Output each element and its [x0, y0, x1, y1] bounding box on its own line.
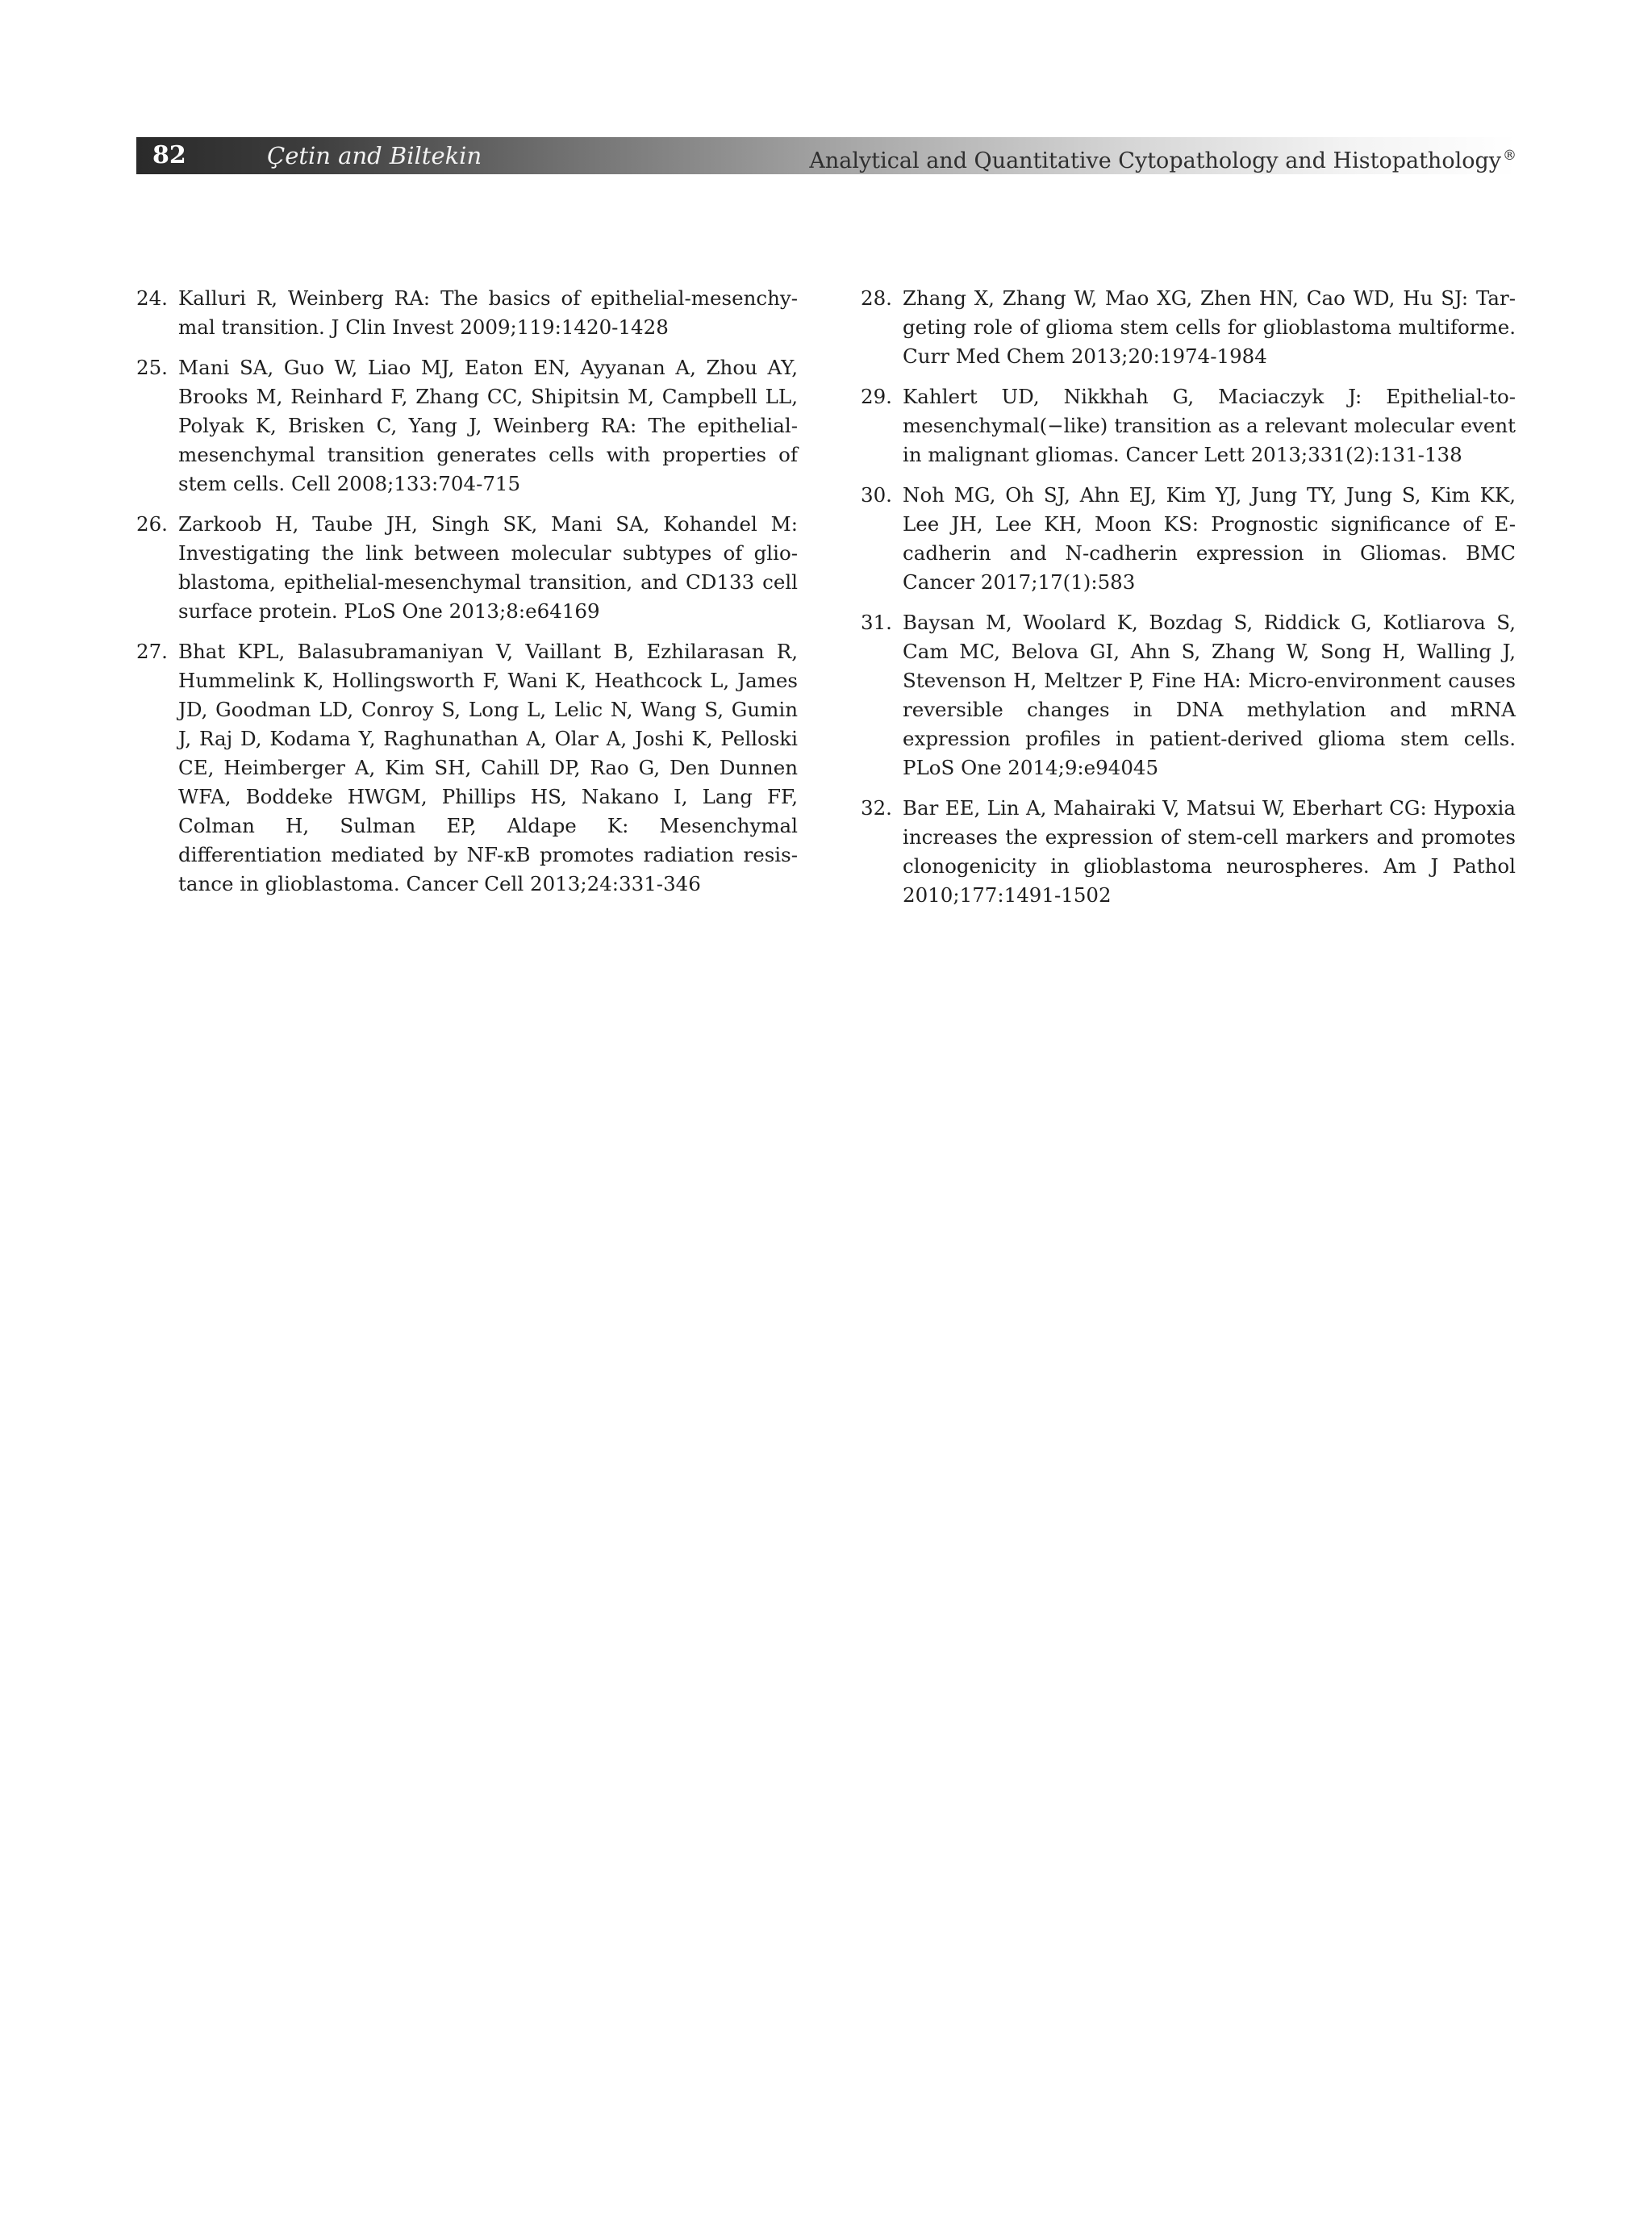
- reference-text: Zhang X, Zhang W, Mao XG, Zhen HN, Cao WD, Hu SJ: Targeting role of glioma stem cells for glioblastoma multiforme. Curr Med Chem 2013;20:1974-1984: [903, 286, 1516, 368]
- reference-text: Bhat KPL, Balasubramaniyan V, Vaillant B, Ezhilarasan R, Hummelink K, Hollingsworth F, Wani K, Heathcock L, James JD, Goodman LD, Conroy S, Long L, Lelic N, Wang S, Gumin J, Raj D, Kodama Y, Raghunathan A, Olar A, Joshi K, Pelloski CE, Heimberger A, Kim SH, Cahill DP, Rao G, Den Dunnen WFA, Boddeke HWGM, Phillips HS, Nakano I, Lang FF, Colman H, Sulman EP, Aldape K: Mesenchymal differentiation mediated by NF-κB promotes radiation resistance in glioblastoma. Cancer Cell 2013;24:331-346: [178, 640, 798, 895]
- reference-number: 32.: [861, 796, 892, 820]
- reference-entry: [861, 284, 1516, 371]
- reference-text: Kahlert UD, Nikkhah G, Maciaczyk J: Epithelial-to-mesenchymal(−like) transition as a relevant molecular event in malignant gliomas. Cancer Lett 2013;331(2):131-138: [903, 385, 1516, 466]
- reference-entry: [861, 382, 1516, 469]
- reference-number: 25.: [136, 356, 168, 379]
- reference-entry: [136, 353, 798, 499]
- registered-mark: ®: [1503, 148, 1516, 164]
- reference-number: 29.: [861, 385, 892, 408]
- journal-name: Analytical and Quantitative Cytopathology and Histopathology: [809, 148, 1501, 173]
- reference-text: Mani SA, Guo W, Liao MJ, Eaton EN, Ayyanan A, Zhou AY, Brooks M, Reinhard F, Zhang CC, Shipitsin M, Campbell LL, Polyak K, Brisken C, Yang J, Weinberg RA: The epithelial-mesenchymal transition generates cells with properties of stem cells. Cell 2008;133:704-715: [178, 356, 798, 495]
- reference-number: 24.: [136, 286, 168, 310]
- page-number: 82: [152, 141, 186, 169]
- reference-number: 28.: [861, 286, 892, 310]
- reference-entry: [861, 794, 1516, 910]
- reference-entry: [861, 608, 1516, 782]
- reference-entry: [861, 481, 1516, 597]
- reference-number: 26.: [136, 512, 168, 536]
- reference-text: Zarkoob H, Taube JH, Singh SK, Mani SA, Kohandel M: Investigating the link between molecular subtypes of glioblastoma, epithelial-mesenchymal transition, and CD133 cell surface protein. PLoS One 2013;8:e64169: [178, 512, 798, 623]
- reference-entry: [136, 284, 798, 342]
- running-authors: Çetin and Biltekin: [267, 142, 482, 169]
- reference-number: 31.: [861, 611, 892, 634]
- references-left-column: [136, 284, 798, 910]
- reference-entry: [136, 510, 798, 626]
- reference-text: Noh MG, Oh SJ, Ahn EJ, Kim YJ, Jung TY, Jung S, Kim KK, Lee JH, Lee KH, Moon KS: Prognostic significance of E-cadherin and N-cadherin expression in Gliomas. BMC Cancer 2017;17(1):583: [903, 483, 1516, 594]
- reference-text: Baysan M, Woolard K, Bozdag S, Riddick G, Kotliarova S, Cam MC, Belova GI, Ahn S, Zhang W, Song H, Walling J, Stevenson H, Meltzer P, Fine HA: Micro-environment causes reversible changes in DNA methylation and mRNA expression profiles in patient-derived glioma stem cells. PLoS One 2014;9:e94045: [903, 611, 1516, 779]
- references-right-column: [861, 284, 1516, 921]
- journal-title: [809, 137, 1516, 180]
- reference-number: 27.: [136, 640, 168, 663]
- reference-text: Kalluri R, Weinberg RA: The basics of epithelial-mesenchymal transition. J Clin Invest 2009;119:1420-1428: [178, 286, 798, 339]
- reference-number: 30.: [861, 483, 892, 507]
- reference-text: Bar EE, Lin A, Mahairaki V, Matsui W, Eberhart CG: Hypoxia increases the expression of stem-cell markers and promotes clonogenicity in glioblastoma neurospheres. Am J Pathol 2010;177:1491-1502: [903, 796, 1516, 907]
- reference-entry: [136, 637, 798, 899]
- running-header: [136, 137, 1516, 174]
